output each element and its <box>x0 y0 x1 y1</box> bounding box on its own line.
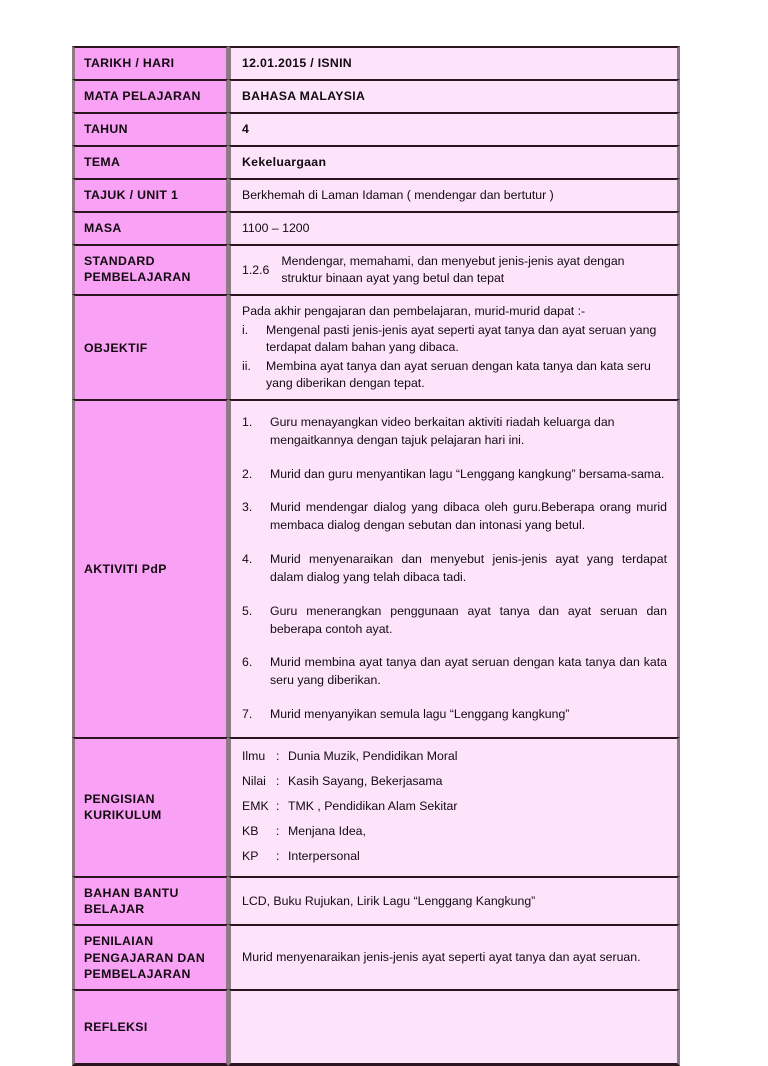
aktiviti-list-item <box>242 706 667 724</box>
row-value-tahun <box>228 112 680 145</box>
row-label-aktiviti: AKTIVITI PdP <box>72 399 228 737</box>
aktiviti-list <box>242 408 667 730</box>
row-value-aktiviti <box>228 399 680 737</box>
table-row-tema <box>72 145 680 178</box>
pengisian-value: TMK , Pendidikan Alam Sekitar <box>288 798 458 813</box>
row-label-objektif: OBJEKTIF <box>72 294 228 399</box>
pengisian-separator: : <box>276 773 280 788</box>
table-row-masa <box>72 211 680 244</box>
row-value-bahan-bantu-belajar <box>228 876 680 924</box>
tajuk-text: Berkhemah di Laman Idaman ( mendengar dan bertutur ) <box>242 187 554 202</box>
row-value-tarikh <box>228 46 680 79</box>
table-row-aktiviti <box>72 399 680 737</box>
objektif-list-item <box>242 322 667 356</box>
pengisian-item <box>242 799 667 815</box>
pengisian-key: KB <box>242 823 259 838</box>
aktiviti-list-item <box>242 654 667 690</box>
table-row-tarikh <box>72 46 680 79</box>
pengisian-key: KP <box>242 848 259 863</box>
pengisian-kurikulum-list <box>242 746 667 869</box>
table-row-bahan-bantu-belajar <box>72 876 680 924</box>
pengisian-item <box>242 749 667 765</box>
refleksi-text <box>242 998 667 1056</box>
aktiviti-text: Murid mendengar dialog yang dibaca oleh guru.Beberapa orang murid membaca dialog dengan sebutan dan intonasi yang betul. <box>270 500 667 533</box>
table-row-mata-pelajaran <box>72 79 680 112</box>
row-value-tajuk <box>228 178 680 211</box>
pengisian-item <box>242 824 667 840</box>
aktiviti-text: Guru menayangkan video berkaitan aktiviti riadah keluarga dan mengaitkannya dengan tajuk pelajaran hari ini. <box>270 415 615 447</box>
tahun-text: 4 <box>242 121 250 136</box>
standard-code: 1.2.6 <box>242 262 270 277</box>
row-value-refleksi <box>228 989 680 1066</box>
pengisian-key: EMK <box>242 798 269 813</box>
row-label-tarikh: TARIKH / HARI <box>72 46 228 79</box>
row-label-masa: MASA <box>72 211 228 244</box>
aktiviti-text: Guru menerangkan penggunaan ayat tanya dan ayat seruan dan beberapa contoh ayat. <box>270 603 667 636</box>
pengisian-separator: : <box>276 798 280 813</box>
row-label-tajuk: TAJUK / UNIT 1 <box>72 178 228 211</box>
row-label-penilaian: PENILAIAN PENGAJARAN DAN PEMBELAJARAN <box>72 924 228 989</box>
row-value-objektif <box>228 294 680 399</box>
aktiviti-list-item <box>242 466 667 484</box>
pengisian-separator: : <box>276 823 280 838</box>
aktiviti-text: Murid membina ayat tanya dan ayat seruan dengan kata tanya dan kata seru yang diberikan. <box>270 655 667 688</box>
row-label-bahan-bantu-belajar: BAHAN BANTU BELAJAR <box>72 876 228 924</box>
aktiviti-text: Murid menyenaraikan dan menyebut jenis-jenis ayat yang terdapat dalam dialog yang telah dibaca tadi. <box>270 552 667 584</box>
row-value-standard-pembelajaran <box>228 244 680 294</box>
pengisian-item <box>242 849 667 865</box>
pengisian-value: Interpersonal <box>288 848 360 863</box>
pengisian-item <box>242 774 667 790</box>
standard-description: Mendengar, memahami, dan menyebut jenis-jenis ayat dengan struktur binaan ayat yang betul dan tepat <box>281 253 625 286</box>
table-row-tajuk <box>72 178 680 211</box>
pengisian-separator: : <box>276 848 280 863</box>
aktiviti-number: 6. <box>242 655 253 670</box>
pengisian-value: Menjana Idea, <box>288 823 366 838</box>
objektif-text: Mengenal pasti jenis-jenis ayat seperti ayat tanya dan ayat seruan yang terdapat dalam bahan yang dibaca. <box>266 323 657 355</box>
row-label-standard-pembelajaran: STANDARD PEMBELAJARAN <box>72 244 228 294</box>
pengisian-value: Dunia Muzik, Pendidikan Moral <box>288 748 458 763</box>
pengisian-separator: : <box>276 748 280 763</box>
pengisian-key: Nilai <box>242 773 266 788</box>
row-label-tahun: TAHUN <box>72 112 228 145</box>
row-label-pengisian-kurikulum: PENGISIAN KURIKULUM <box>72 737 228 876</box>
table-row-pengisian-kurikulum <box>72 737 680 876</box>
row-value-tema <box>228 145 680 178</box>
aktiviti-list-item <box>242 551 667 587</box>
row-label-mata-pelajaran: MATA PELAJARAN <box>72 79 228 112</box>
tema-text: Kekeluargaan <box>242 154 327 169</box>
objektif-text: Membina ayat tanya dan ayat seruan dengan kata tanya dan kata seru yang diberikan dengan tepat. <box>266 358 651 390</box>
table-row-refleksi <box>72 989 680 1066</box>
aktiviti-text: Murid menyanyikan semula lagu “Lenggang kangkung” <box>270 707 570 722</box>
objektif-intro: Pada akhir pengajaran dan pembelajaran, murid-murid dapat :- <box>242 304 586 319</box>
objektif-list-item <box>242 358 667 392</box>
bahan-bantu-text: LCD, Buku Rujukan, Lirik Lagu “Lenggang Kangkung” <box>242 893 536 908</box>
masa-text: 1100 – 1200 <box>242 220 310 235</box>
aktiviti-list-item <box>242 499 667 535</box>
aktiviti-number: 5. <box>242 603 253 618</box>
aktiviti-list-item <box>242 603 667 639</box>
mata-pelajaran-text: BAHASA MALAYSIA <box>242 88 366 103</box>
row-label-refleksi: REFLEKSI <box>72 989 228 1066</box>
lesson-plan-table <box>72 46 680 1066</box>
standard-pembelajaran-body <box>242 253 667 287</box>
row-value-masa <box>228 211 680 244</box>
aktiviti-number: 4. <box>242 552 253 567</box>
objektif-marker: ii. <box>242 358 251 373</box>
row-label-tema: TEMA <box>72 145 228 178</box>
aktiviti-number: 7. <box>242 707 253 722</box>
penilaian-text: Murid menyenaraikan jenis-jenis ayat seperti ayat tanya dan ayat seruan. <box>242 950 641 965</box>
pengisian-value: Kasih Sayang, Bekerjasama <box>288 773 443 788</box>
aktiviti-number: 1. <box>242 415 253 429</box>
row-value-penilaian <box>228 924 680 989</box>
objektif-marker: i. <box>242 323 249 338</box>
aktiviti-list-item <box>242 414 667 450</box>
table-row-tahun <box>72 112 680 145</box>
table-row-standard-pembelajaran <box>72 244 680 294</box>
row-value-mata-pelajaran <box>228 79 680 112</box>
table-row-penilaian <box>72 924 680 989</box>
objektif-list <box>242 322 667 392</box>
tarikh-text: 12.01.2015 / ISNIN <box>242 56 352 70</box>
aktiviti-number: 2. <box>242 466 253 481</box>
pengisian-key: Ilmu <box>242 748 266 763</box>
row-value-pengisian-kurikulum <box>228 737 680 876</box>
aktiviti-text: Murid dan guru menyantikan lagu “Lenggang kangkung” bersama-sama. <box>270 466 665 481</box>
aktiviti-number: 3. <box>242 500 253 515</box>
table-row-objektif <box>72 294 680 399</box>
